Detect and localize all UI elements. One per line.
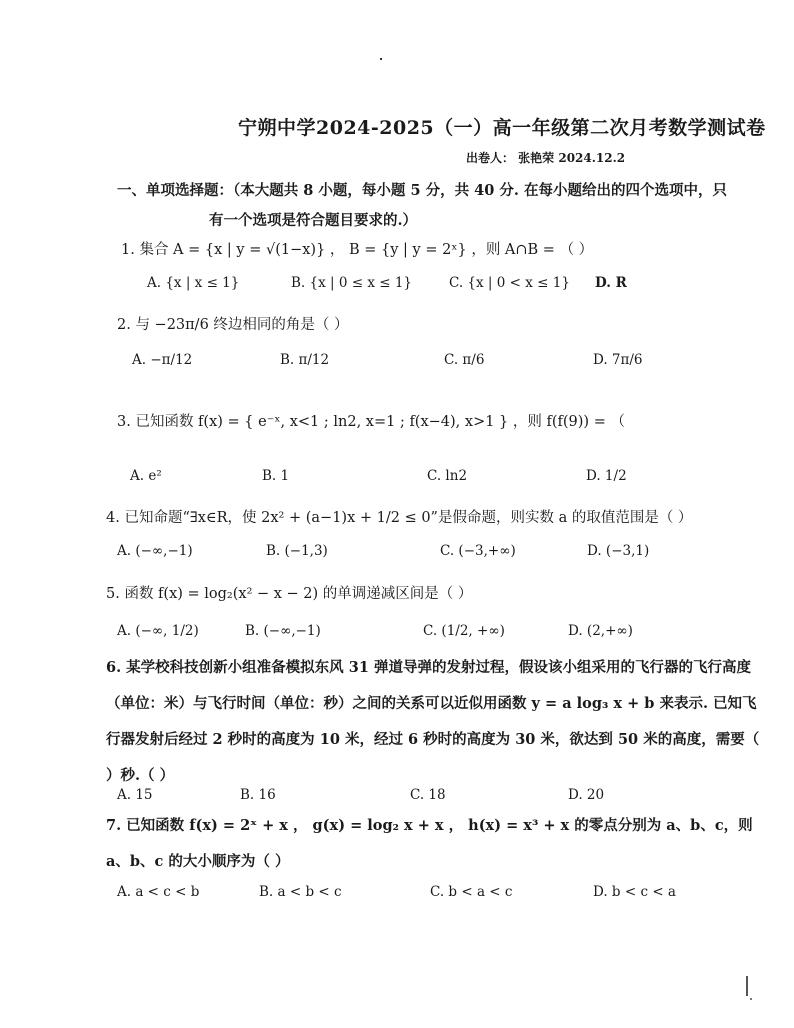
q5-option-d: D. (2,+∞)	[568, 623, 633, 639]
q1-option-a: A. {x | x ≤ 1}	[147, 275, 240, 291]
section-heading	[117, 176, 727, 236]
q7-option-b: B. a < b < c	[259, 884, 342, 900]
q3-option-c: C. ln2	[427, 468, 468, 484]
exam-title: 宁朔中学2024-2025（一）高一年级第二次月考数学测试卷	[238, 117, 766, 139]
scan-mark	[746, 976, 748, 996]
section-heading-line2: 有一个选项是符合题目要求的.）	[209, 212, 418, 229]
question-5: 5. 函数 f(x) = log₂(x² − x − 2) 的单调递减区间是（ ）	[106, 586, 473, 602]
q2-option-c: C. π/6	[444, 352, 485, 368]
q6-option-d: D. 20	[568, 787, 605, 803]
q4-option-d: D. (−3,1)	[587, 543, 650, 559]
q5-option-b: B. (−∞,−1)	[245, 623, 321, 639]
q6-option-a: A. 15	[117, 787, 153, 803]
q7-option-a: A. a < c < b	[117, 884, 200, 900]
q3-option-b: B. 1	[262, 468, 290, 484]
q7-option-c: C. b < a < c	[430, 884, 513, 900]
q1-option-c: C. {x | 0 < x ≤ 1}	[449, 275, 570, 291]
q4-option-b: B. (−1,3)	[266, 543, 328, 559]
q1-option-d: D. R	[595, 275, 627, 291]
q5-option-c: C. (1/2, +∞)	[423, 623, 505, 639]
q2-option-d: D. 7π/6	[593, 352, 643, 368]
q6-option-c: C. 18	[410, 787, 446, 803]
author-line: 出卷人： 张艳荣 2024.12.2	[466, 151, 626, 165]
section-heading-line1: 一、单项选择题：（本大题共 8 小题，每小题 5 分，共 40 分. 在每小题给出的四个选项中，只	[117, 182, 727, 199]
question-7: 7. 已知函数 f(x) = 2ˣ + x ， g(x) = log₂ x + x ， h(x) = x³ + x 的零点分别为 a、b、c，则 a、b、c 的大小顺序为（ ）	[106, 817, 753, 870]
q7-option-d: D. b < c < a	[593, 884, 676, 900]
question-3: 3. 已知函数 f(x) = { e⁻ˣ, x<1 ; ln2, x=1 ; f(x−4), x>1 } ，则 f(f(9)) = （	[117, 414, 625, 430]
q6-option-b: B. 16	[240, 787, 276, 803]
q5-option-a: A. (−∞, 1/2)	[117, 623, 199, 639]
q3-option-a: A. e²	[130, 468, 162, 484]
question-1: 1. 集合 A = {x | y = √(1−x)} ， B = {y | y = 2ˣ} ，则 A∩B = （ ）	[121, 242, 594, 258]
q1-option-b: B. {x | 0 ≤ x ≤ 1}	[291, 275, 413, 291]
q2-option-a: A. −π/12	[132, 352, 193, 368]
question-4: 4. 已知命题“∃x∈R，使 2x² + (a−1)x + 1/2 ≤ 0”是假命题，则实数 a 的取值范围是（ ）	[106, 510, 693, 526]
q4-option-a: A. (−∞,−1)	[117, 543, 193, 559]
q3-option-d: D. 1/2	[586, 468, 627, 484]
q2-option-b: B. π/12	[280, 352, 330, 368]
question-2: 2. 与 −23π/6 终边相同的角是（ ）	[117, 317, 349, 333]
scan-dot	[380, 58, 382, 60]
question-6: 6. 某学校科技创新小组准备模拟东风 31 弹道导弹的发射过程，假设该小组采用的飞行器的飞行高度（单位：米）与飞行时间（单位：秒）之间的关系可以近似用函数 y = a log₃ x + b 来表示. 已知飞行器发射后经过 2 秒时的高度为 10 米，经过 6 秒时的高度为 30 米，欲达到 50 米的高度，需要（ ）秒.（ ）	[106, 659, 760, 784]
q4-option-c: C. (−3,+∞)	[440, 543, 516, 559]
scan-dot	[750, 998, 752, 1000]
